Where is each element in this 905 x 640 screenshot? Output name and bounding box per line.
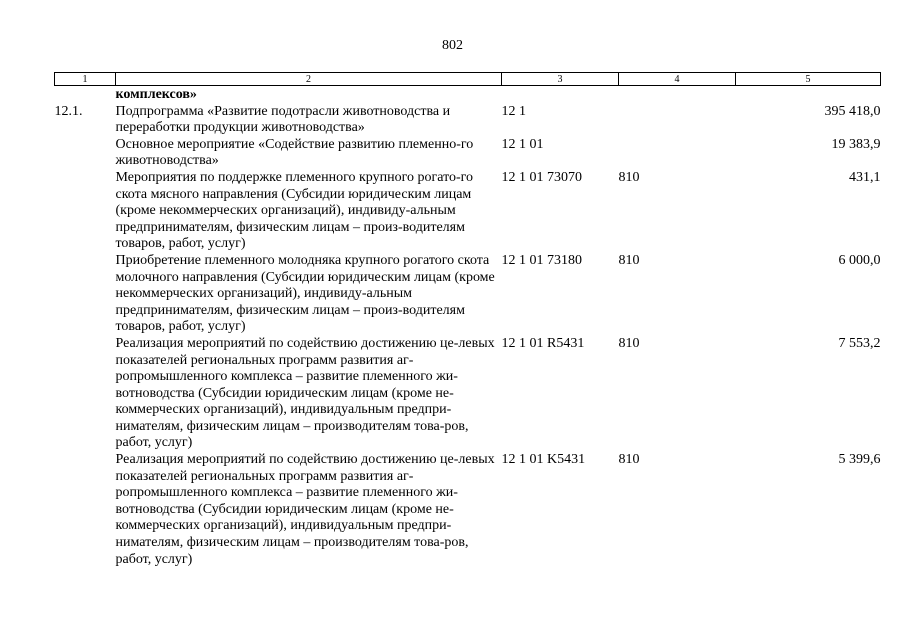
row-expense-type: 810 xyxy=(618,452,640,468)
row-number xyxy=(55,253,116,336)
row-expense-type xyxy=(619,86,736,104)
table-row xyxy=(55,336,881,452)
row-name: Реализация мероприятий по содействию достижению це-левых показателей региональных программ развития аг-ропромышленного комплекса – развитие племенного жи-вотноводства (Субсидии юридическим лицам (кроме не-коммерческих организаций), индивидуальным предпри-нимателям, физическим лицам – производителям това-ров, работ, услуг) xyxy=(115,335,495,451)
row-amount: 5 399,6 xyxy=(838,452,881,468)
page-number: 802 xyxy=(442,38,463,53)
row-name: Мероприятия по поддержке племенного крупного рогато-го скота мясного направления (Субсидии юридическим лицам (кроме некоммерческих организаций), индивиду-альным предпринимателям, физическим лицам – произ-водителям товаров, работ, услуг) xyxy=(115,169,474,252)
table-row xyxy=(55,137,881,170)
row-amount: 6 000,0 xyxy=(838,252,881,268)
row-code: 12 1 01 R5431 xyxy=(501,335,585,351)
column-header-1: 1 xyxy=(55,73,116,86)
row-name: Реализация мероприятий по содействию достижению це-левых показателей региональных программ развития аг-ропромышленного комплекса – развитие племенного жи-вотноводства (Субсидии юридическим лицам (кроме не-коммерческих организаций), индивидуальным предпри-нимателям, физическим лицам – производителям това-ров, работ, услуг) xyxy=(115,452,495,567)
row-expense-type: 810 xyxy=(618,252,640,268)
table-header xyxy=(55,73,881,86)
row-name: Основное мероприятие «Содействие развитию племенно-го животноводства» xyxy=(115,136,474,169)
row-amount xyxy=(736,86,881,104)
row-code: 12 1 xyxy=(501,103,526,119)
column-number-row xyxy=(55,73,881,86)
row-amount: 395 418,0 xyxy=(824,103,881,119)
column-header-2: 2 xyxy=(116,73,502,86)
row-number xyxy=(55,86,116,104)
budget-table xyxy=(54,72,881,568)
table-row xyxy=(55,452,881,568)
row-number xyxy=(55,137,116,170)
row-number xyxy=(55,170,116,253)
row-code: 12 1 01 73180 xyxy=(501,252,582,268)
row-expense-type xyxy=(619,104,736,137)
row-amount: 7 553,2 xyxy=(838,335,881,351)
row-number xyxy=(55,336,116,452)
row-expense-type: 810 xyxy=(618,335,640,351)
table-row xyxy=(55,104,881,137)
row-name: комплексов» xyxy=(115,87,197,102)
row-name: Подпрограмма «Развитие подотрасли животноводства и переработки продукции животноводства» xyxy=(115,103,451,136)
table-row xyxy=(55,253,881,336)
row-expense-type xyxy=(619,137,736,170)
row-number: 12.1. xyxy=(54,103,83,119)
row-code: 12 1 01 xyxy=(501,136,544,152)
table-row xyxy=(55,86,881,104)
row-number xyxy=(55,452,116,568)
row-amount: 431,1 xyxy=(849,169,881,185)
row-code: 12 1 01 73070 xyxy=(501,169,582,185)
column-header-5: 5 xyxy=(736,73,881,86)
row-amount: 19 383,9 xyxy=(831,136,881,152)
table-row xyxy=(55,170,881,253)
row-code: 12 1 01 K5431 xyxy=(501,452,586,468)
row-expense-type: 810 xyxy=(618,169,640,185)
column-header-3: 3 xyxy=(502,73,619,86)
table-body xyxy=(55,86,881,569)
row-name: Приобретение племенного молодняка крупного рогатого скота молочного направления (Субсидии юридическим лицам (кроме некоммерческих организаций), индивиду-альным предпринимателям, физическим лицам – произ-водителям товаров, работ, услуг) xyxy=(115,252,495,335)
row-code xyxy=(502,86,619,104)
column-header-4: 4 xyxy=(619,73,736,86)
